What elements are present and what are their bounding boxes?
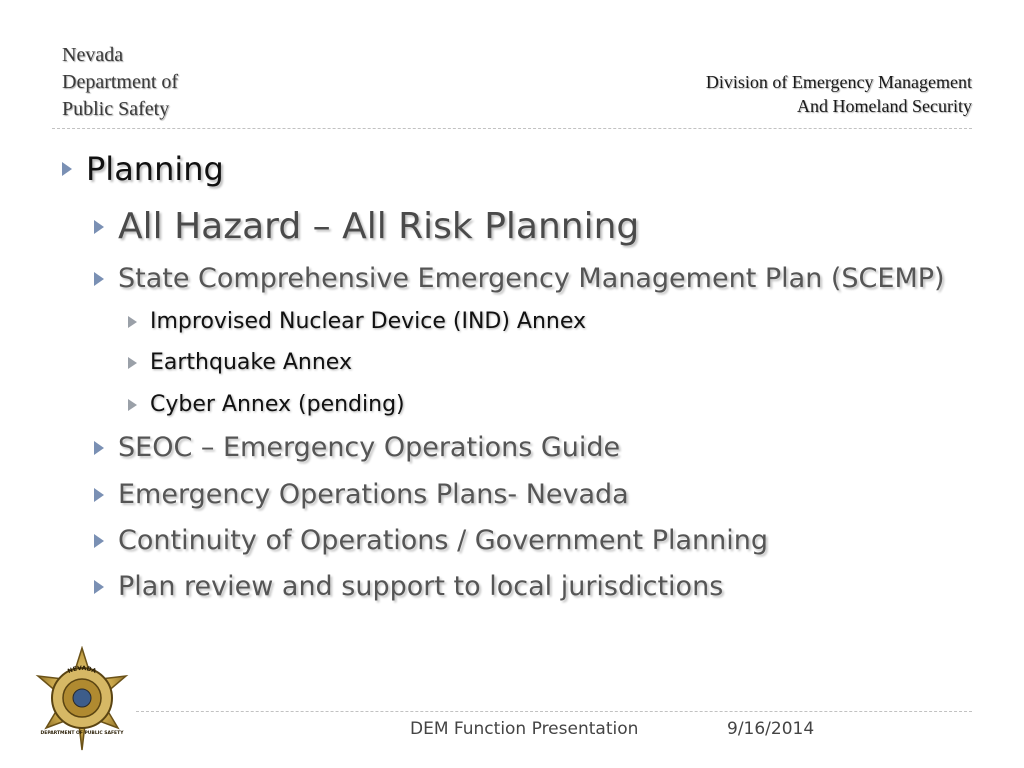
bullet-seoc: [94, 432, 620, 463]
bullet-plan-review: [94, 571, 723, 602]
bullet-text: Continuity of Operations / Government Planning: [118, 525, 769, 556]
bullet-arrow-icon: [62, 162, 72, 176]
bullet-arrow-icon: [94, 272, 104, 286]
bullet-all-hazard: [94, 206, 639, 247]
agency-name-line-2: Department of: [62, 71, 179, 93]
bullet-text: Emergency Operations Plans- Nevada: [118, 479, 629, 510]
bullet-ind-annex: [128, 309, 586, 334]
footer-presentation-title: DEM Function Presentation: [410, 719, 639, 739]
division-name: [706, 70, 972, 118]
bullet-text: Plan review and support to local jurisdictions: [118, 571, 724, 602]
bullet-continuity: [94, 525, 768, 556]
agency-name-line-3: Public Safety: [62, 98, 170, 120]
bullet-planning: [62, 150, 224, 188]
footer-date: 9/16/2014: [727, 719, 815, 739]
bullet-text: All Hazard – All Risk Planning: [118, 206, 640, 247]
agency-name-line-1: Nevada: [62, 44, 124, 66]
bullet-text: Improvised Nuclear Device (IND) Annex: [150, 309, 587, 334]
bullet-text: SEOC – Emergency Operations Guide: [118, 432, 621, 463]
footer-divider: [136, 711, 972, 712]
seal-text-top: NEVADA: [66, 664, 98, 676]
bullet-text: Earthquake Annex: [150, 350, 352, 375]
bullet-text: Cyber Annex (pending): [150, 392, 405, 417]
division-name-line-2: And Homeland Security: [797, 96, 972, 116]
bullet-arrow-icon: [94, 488, 104, 502]
bullet-arrow-icon: [128, 316, 137, 328]
bullet-arrow-icon: [128, 399, 137, 411]
bullet-text: State Comprehensive Emergency Management Plan (SCEMP): [118, 263, 945, 294]
bullet-arrow-icon: [94, 580, 104, 594]
division-name-line-1: Division of Emergency Management: [705, 72, 972, 92]
bullet-text: Planning: [86, 150, 224, 188]
department-seal-icon: [26, 646, 138, 752]
seal-text-mid: DEPARTMENT OF PUBLIC SAFETY: [40, 731, 124, 736]
bullet-eop-nevada: [94, 479, 629, 510]
bullet-arrow-icon: [94, 441, 104, 455]
bullet-cyber-annex: [128, 392, 405, 417]
header-divider: [52, 128, 972, 129]
bullet-arrow-icon: [128, 357, 137, 369]
bullet-arrow-icon: [94, 534, 104, 548]
bullet-earthquake-annex: [128, 350, 352, 375]
bullet-scemp: [94, 263, 945, 294]
agency-name: [62, 42, 282, 123]
bullet-arrow-icon: [94, 220, 104, 234]
